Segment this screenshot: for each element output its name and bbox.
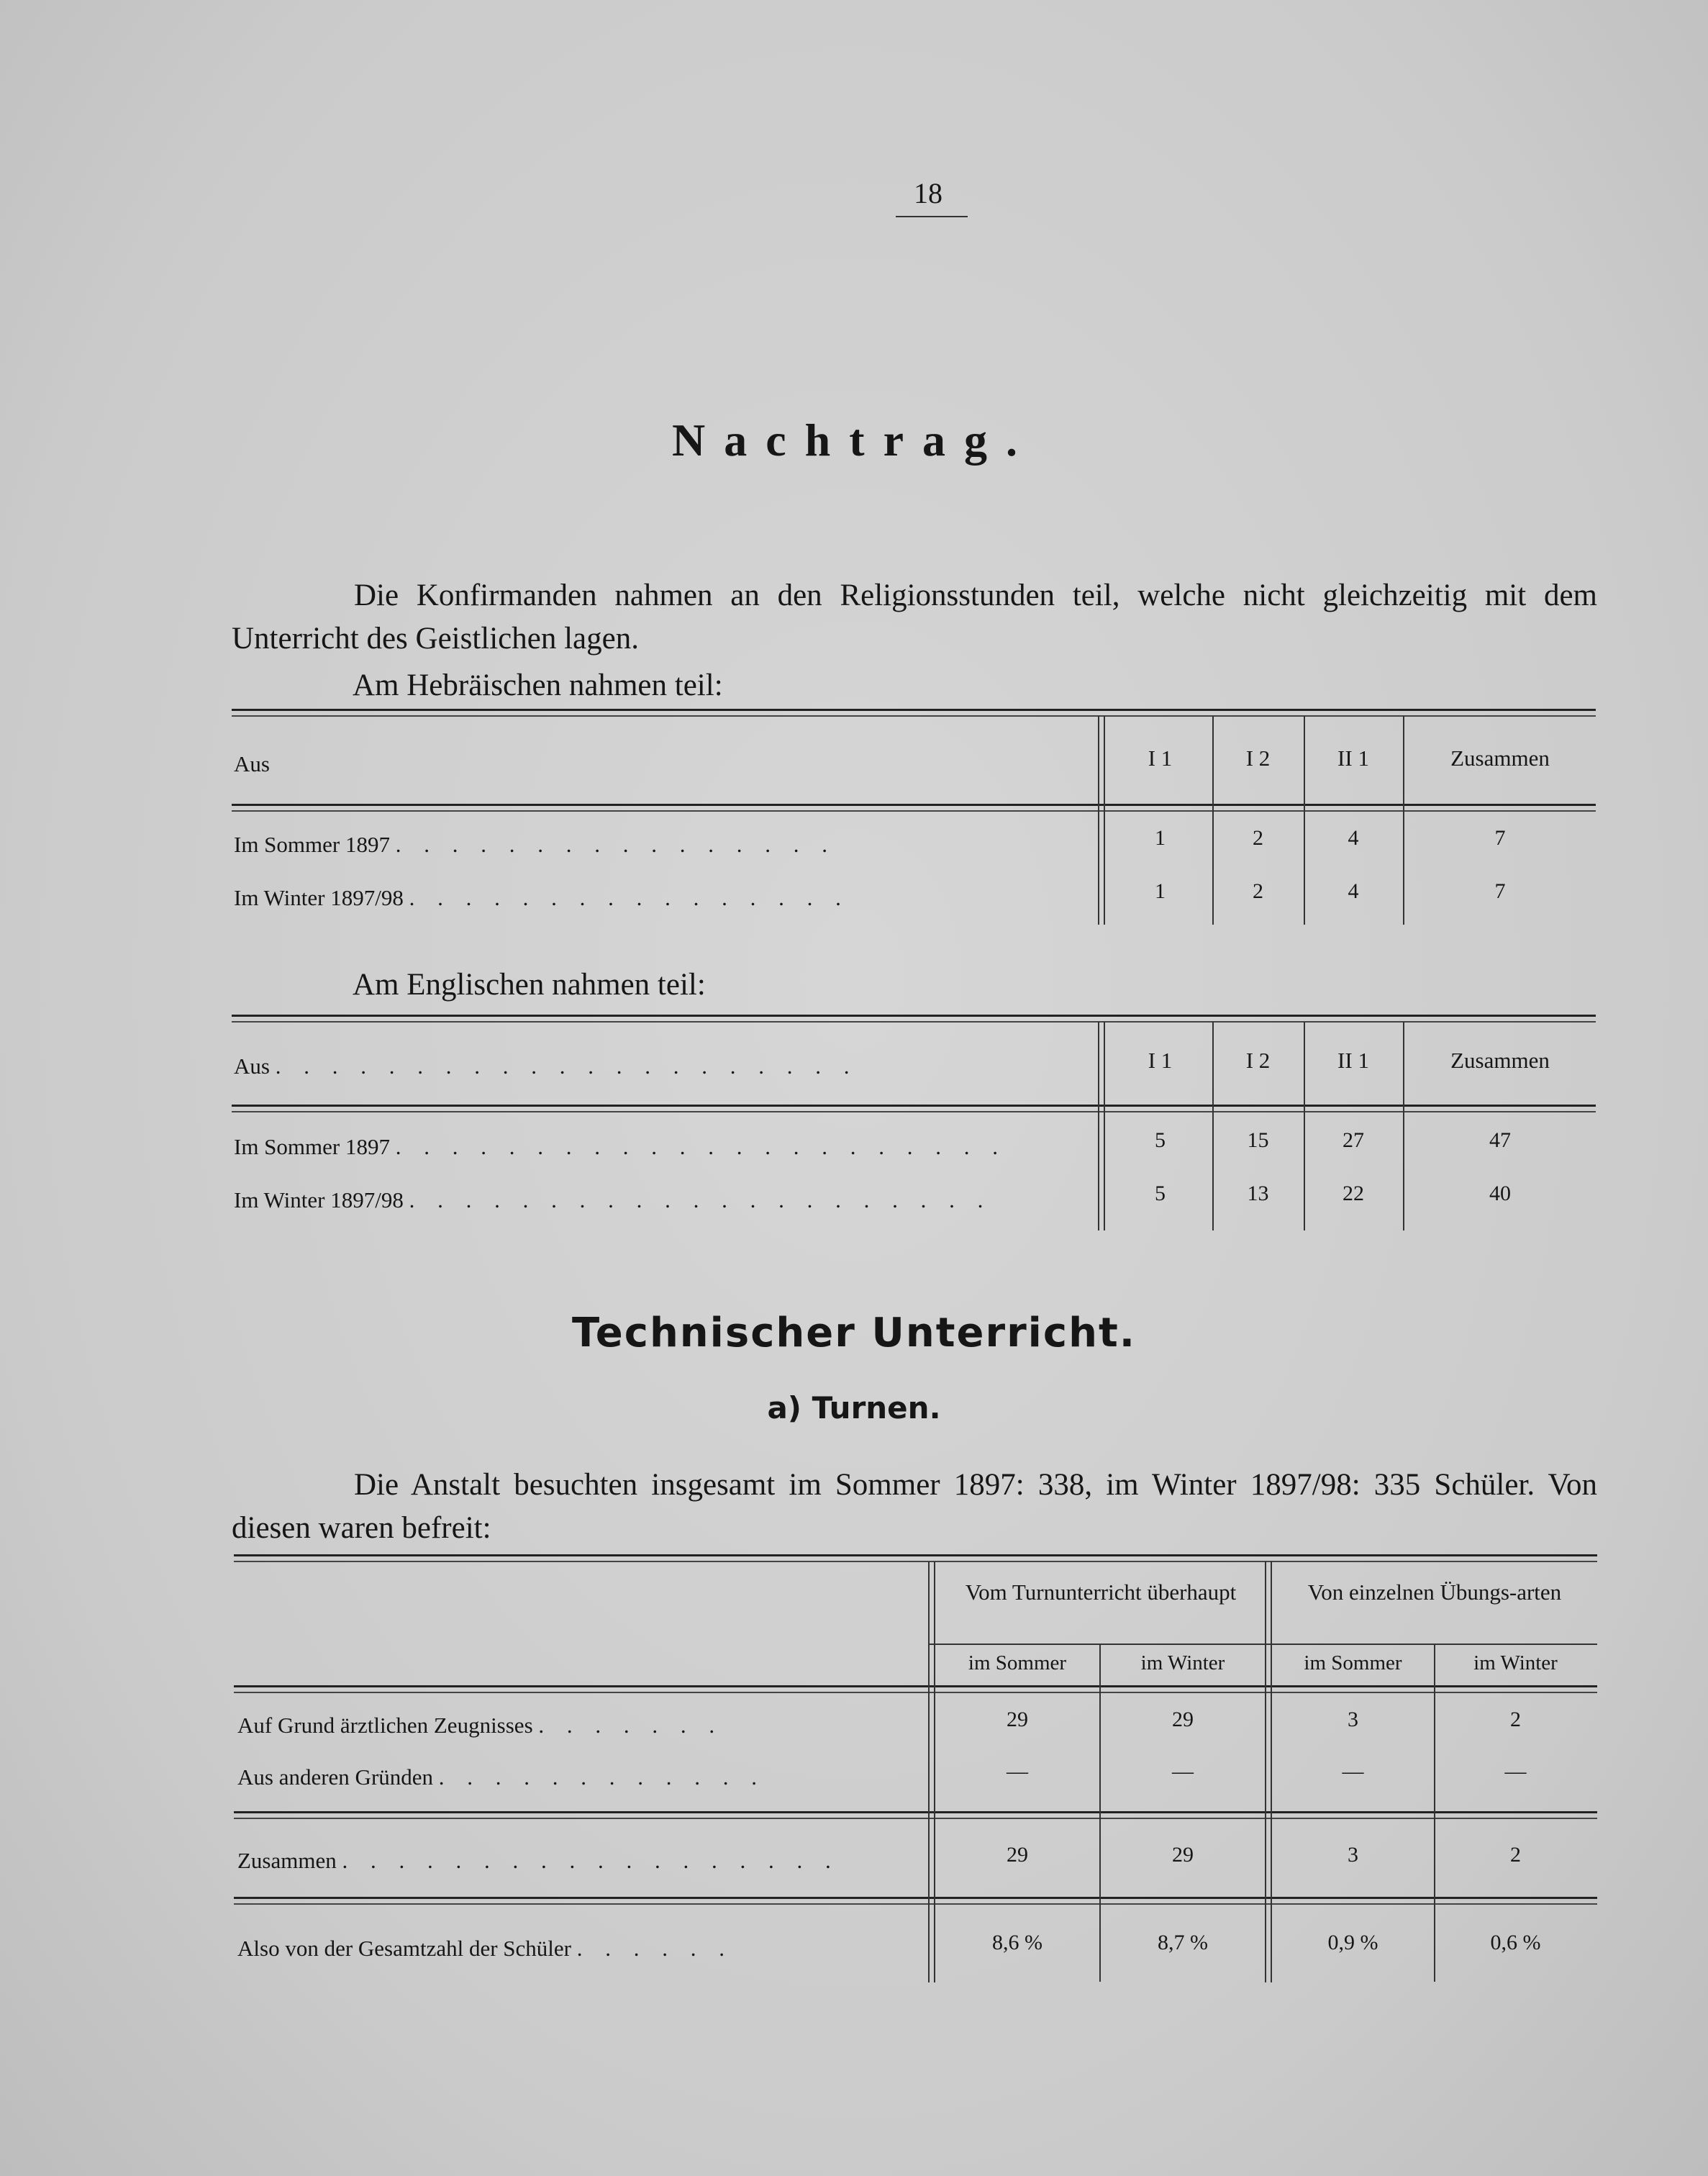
hebrew-header-ii1: II 1 xyxy=(1337,745,1369,771)
cell: 8,7 % xyxy=(1158,1931,1208,1954)
cell: 3 xyxy=(1348,1843,1358,1867)
english-divider xyxy=(1098,1022,1105,1230)
turnen-text: Die Anstalt besuchten insgesamt im Sommer 1897: 338, im Winter 1897/98: 335 Schüler. Von diesen waren befreit: xyxy=(232,1468,1597,1545)
hebrew-top-rule xyxy=(232,709,1596,717)
cell: 7 xyxy=(1494,826,1506,850)
cell: 2 xyxy=(1253,826,1263,850)
hebrew-header-rule xyxy=(232,804,1596,812)
cell: 13 xyxy=(1247,1182,1269,1205)
hebrew-title: Am Hebräischen nahmen teil: xyxy=(353,668,723,702)
subheader-sommer: im Sommer xyxy=(968,1651,1067,1674)
english-header-i1: I 1 xyxy=(1148,1048,1173,1073)
table-row: Aus anderen Gründen . . . . . . . . . . . . xyxy=(237,1764,766,1790)
cell: 1 xyxy=(1155,879,1166,903)
table-row: Im Sommer 1897 . . . . . . . . . . . . . . . . xyxy=(234,832,836,857)
hebrew-header-i1: I 1 xyxy=(1148,745,1173,771)
row-label: Zusammen xyxy=(237,1848,337,1873)
cell: 29 xyxy=(1172,1843,1194,1867)
cell: — xyxy=(1172,1759,1194,1783)
cell: 40 xyxy=(1489,1182,1511,1205)
turnen-total-rule xyxy=(234,1897,1597,1905)
english-header-aus-row: Aus . . . . . . . . . . . . . . . . . . . . . xyxy=(234,1053,858,1079)
row-label: Im Winter 1897/98 xyxy=(234,1187,404,1212)
row-label: Im Winter 1897/98 xyxy=(234,885,404,910)
cell: 29 xyxy=(1007,1708,1028,1731)
cell: 5 xyxy=(1155,1182,1166,1205)
hebrew-header-aus: Aus xyxy=(234,751,270,776)
english-header-aus: Aus xyxy=(234,1053,270,1079)
technical-title: Technischer Unterricht. xyxy=(572,1310,1136,1356)
table-row: Zusammen . . . . . . . . . . . . . . . . . . xyxy=(237,1848,840,1873)
cell: 8,6 % xyxy=(992,1931,1042,1954)
table-row: Im Sommer 1897 . . . . . . . . . . . . . . . . . . . . . . xyxy=(234,1134,1007,1159)
cell: 4 xyxy=(1348,826,1359,850)
cell: 0,6 % xyxy=(1490,1931,1541,1954)
table-row: Auf Grund ärztlichen Zeugnisses . . . . . . . xyxy=(237,1713,724,1738)
row-label: Im Sommer 1897 xyxy=(234,832,390,857)
table-row: Im Winter 1897/98 . . . . . . . . . . . . . . . . . . . . . xyxy=(234,1187,992,1212)
english-title: Am Englischen nahmen teil: xyxy=(353,968,706,1002)
cell: — xyxy=(1342,1759,1364,1783)
subheader-winter: im Winter xyxy=(1473,1651,1558,1674)
turnen-divider xyxy=(928,1561,935,1982)
cell: 29 xyxy=(1172,1708,1194,1731)
subheader-winter: im Winter xyxy=(1140,1651,1225,1674)
table-row: Im Winter 1897/98 . . . . . . . . . . . . . . . . xyxy=(234,885,850,910)
cell: — xyxy=(1007,1759,1028,1783)
cell: 27 xyxy=(1343,1128,1364,1152)
row-label: Also von der Gesamtzahl der Schüler xyxy=(237,1936,572,1961)
cell: 15 xyxy=(1247,1128,1269,1152)
cell: 2 xyxy=(1510,1843,1521,1867)
cell: 29 xyxy=(1007,1843,1028,1867)
turnen-subheader-rule xyxy=(928,1644,1597,1645)
turnen-top-rule xyxy=(234,1554,1597,1562)
cell: 2 xyxy=(1510,1708,1521,1731)
cell: — xyxy=(1504,1759,1527,1783)
page-number-rule xyxy=(896,216,968,217)
english-header-rule xyxy=(232,1105,1596,1112)
page-number: 18 xyxy=(914,177,942,209)
turnen-group1-header: Vom Turnunterricht überhaupt xyxy=(965,1579,1237,1605)
cell: 2 xyxy=(1253,879,1263,903)
english-header-ii1: II 1 xyxy=(1337,1048,1369,1073)
row-label: Im Sommer 1897 xyxy=(234,1134,390,1159)
table-row: Also von der Gesamtzahl der Schüler . . . . . . xyxy=(237,1936,734,1961)
cell: 7 xyxy=(1494,879,1506,903)
cell: 22 xyxy=(1343,1182,1364,1205)
turnen-header-rule xyxy=(234,1685,1597,1693)
cell: 0,9 % xyxy=(1327,1931,1378,1954)
row-label: Aus anderen Gründen xyxy=(237,1764,434,1790)
intro-paragraph xyxy=(232,574,1597,661)
hebrew-divider xyxy=(1098,716,1105,925)
english-top-rule xyxy=(232,1015,1596,1023)
turnen-group2-header: Von einzelnen Übungs-arten xyxy=(1307,1579,1562,1605)
heading-nachtrag: Nachtrag. xyxy=(672,414,1036,466)
hebrew-header-zusammen: Zusammen xyxy=(1450,745,1550,771)
cell: 1 xyxy=(1155,826,1166,850)
turnen-sum-rule xyxy=(234,1811,1597,1819)
intro-text: Die Konfirmanden nahmen an den Religionsstunden teil, welche nicht gleichzeitig mit dem Unterricht des Geistlichen lagen. xyxy=(232,579,1597,656)
english-header-i2: I 2 xyxy=(1245,1048,1271,1073)
hebrew-header-i2: I 2 xyxy=(1245,745,1271,771)
cell: 4 xyxy=(1348,879,1359,903)
english-header-zusammen: Zusammen xyxy=(1450,1048,1550,1073)
row-label: Auf Grund ärztlichen Zeugnisses xyxy=(237,1713,533,1738)
cell: 3 xyxy=(1348,1708,1358,1731)
turnen-paragraph xyxy=(232,1464,1597,1550)
subheader-sommer: im Sommer xyxy=(1304,1651,1402,1674)
turnen-title: a) Turnen. xyxy=(767,1390,941,1425)
cell: 5 xyxy=(1155,1128,1166,1152)
cell: 47 xyxy=(1489,1128,1511,1152)
